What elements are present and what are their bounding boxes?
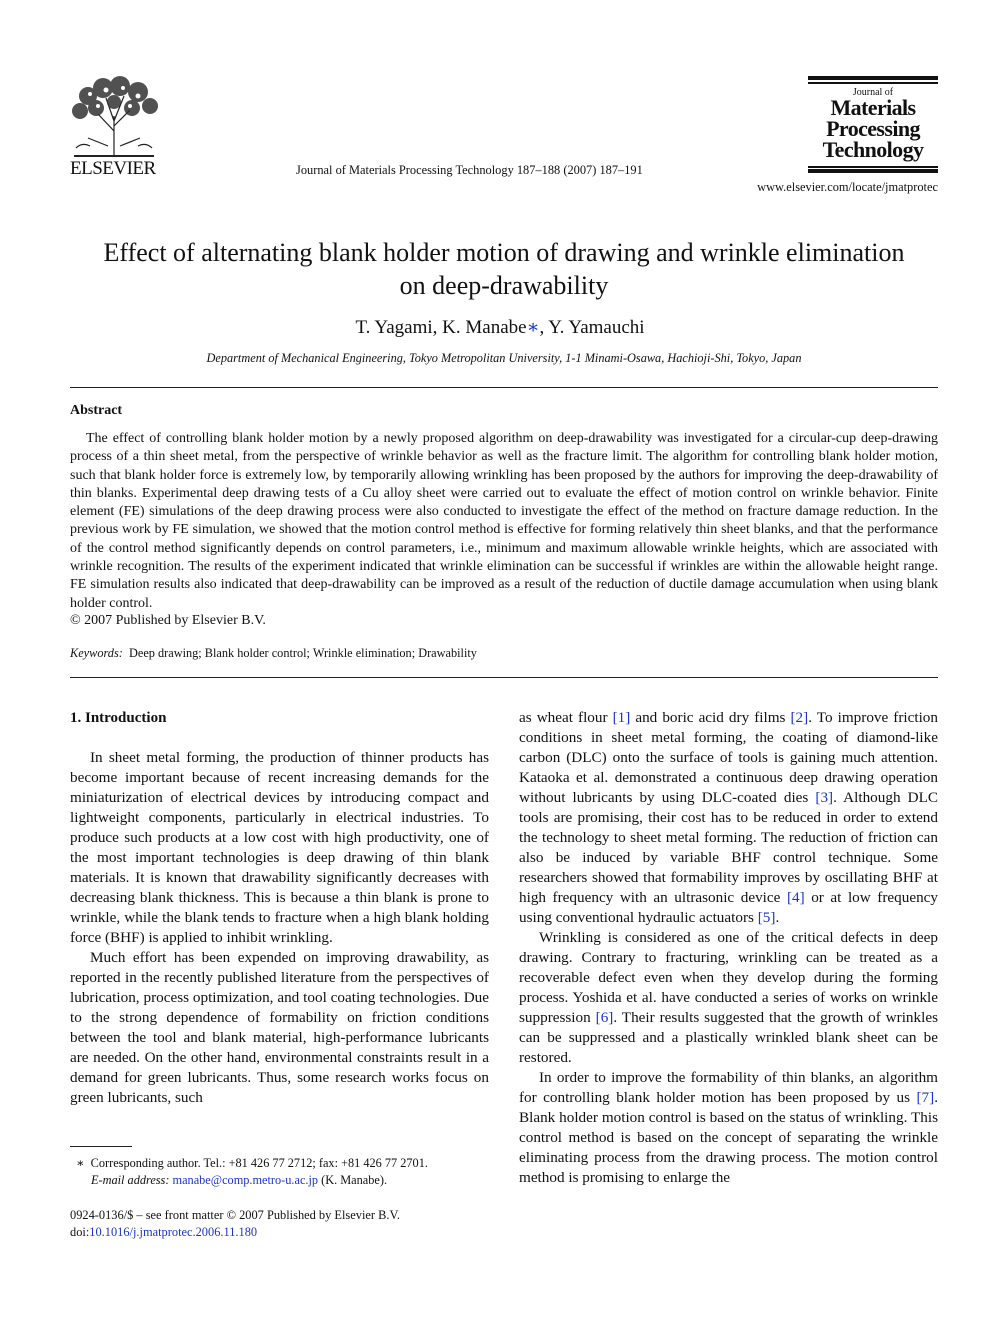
text-run: . xyxy=(775,909,780,926)
doi-link[interactable]: 10.1016/j.jmatprotec.2006.11.180 xyxy=(89,1225,258,1239)
footnote-line1 xyxy=(70,1155,428,1172)
journal-logo-bar xyxy=(808,169,938,173)
journal-citation: Journal of Materials Processing Technology 187–188 (2007) 187–191 xyxy=(296,163,643,177)
abstract-body xyxy=(70,430,938,613)
journal-logo-bar xyxy=(808,166,938,168)
keywords-label: Keywords: xyxy=(70,646,123,660)
citation-link-1[interactable]: [1] xyxy=(612,709,631,726)
divider xyxy=(70,677,938,678)
body-column-left xyxy=(70,748,489,1108)
footnote-marker: ∗ xyxy=(76,1156,85,1170)
body-column-right xyxy=(519,708,938,1188)
citation-link-6[interactable]: [6] xyxy=(595,1009,614,1026)
text-run: In order to improve the formability of thin blanks, an algorithm for controlling blank holder motion has been proposed by us xyxy=(519,1069,938,1106)
paragraph xyxy=(519,928,938,1068)
author-affiliation: Department of Mechanical Engineering, Tokyo Metropolitan University, 1-1 Minami-Osawa, Hachioji-Shi, Tokyo, Japan xyxy=(206,351,802,365)
citation-link-5[interactable]: [5] xyxy=(757,909,776,926)
corresponding-author-marker[interactable]: ∗ xyxy=(526,317,540,338)
section-heading-introduction: 1. Introduction xyxy=(70,710,167,726)
journal-logo-bar xyxy=(808,76,938,80)
journal-logo-bar xyxy=(808,82,938,84)
citation-link-3[interactable]: [3] xyxy=(815,789,834,806)
journal-url-link[interactable]: www.elsevier.com/locate/jmatprotec xyxy=(757,180,938,194)
author-list xyxy=(100,316,900,339)
text-run: and boric acid dry films xyxy=(630,709,791,726)
text-run: . To improve friction conditions in sheet metal forming, the coating of diamond-like carbon (DLC) onto the surface of tools is gaining much attention. Kataoka et al. demonstrated a continuous deep drawing operation without lubricants by using DLC-coated dies xyxy=(519,709,938,806)
text-run: as wheat flour xyxy=(519,709,613,726)
article-title: Effect of alternating blank holder motion of drawing and wrinkle elimination on deep-drawability xyxy=(103,238,905,300)
doi-line xyxy=(70,1224,400,1241)
journal-logo-line4: Technology xyxy=(822,137,924,162)
footnote-corresponding: Corresponding author. Tel.: +81 426 77 2712; fax: +81 426 77 2701. xyxy=(90,1156,428,1170)
authors-part1: T. Yagami, K. Manabe xyxy=(355,317,527,338)
email-link[interactable]: manabe@comp.metro-u.ac.jp xyxy=(172,1172,319,1187)
text-run: or at low frequency using conventional hydraulic actuators xyxy=(519,889,938,926)
paragraph xyxy=(519,1068,938,1188)
footnote-divider xyxy=(70,1146,132,1147)
paragraph xyxy=(519,708,938,928)
elsevier-tree-logo-icon xyxy=(68,76,160,158)
footnote-line2 xyxy=(70,1172,428,1189)
email-suffix: (K. Manabe). xyxy=(318,1172,388,1187)
keywords xyxy=(70,646,477,661)
citation-link-7[interactable]: [7] xyxy=(916,1089,935,1106)
abstract-heading: Abstract xyxy=(70,403,123,418)
authors-part2: , Y. Yamauchi xyxy=(539,317,645,338)
issn-line: 0924-0136/$ – see front matter © 2007 Published by Elsevier B.V. xyxy=(70,1208,400,1222)
text-run: . Although DLC tools are promising, their cost has to be reduced in order to extend the technology to sheet metal forming. The reduction of friction can also be induced by variable BHF control technique. Some researchers showed that formability improves by oscillating BHF at high frequency with an ultrasonic device xyxy=(519,789,938,906)
publisher-name: ELSEVIER xyxy=(70,158,156,179)
divider xyxy=(70,387,938,388)
text-run: . Blank holder motion control is based on the status of wrinkling. This control method is based on the concept of separating the wrinkle eliminating process from the drawing process. The motion control method is promising to enlarge the xyxy=(519,1089,938,1186)
text-run: Wrinkling is considered as one of the critical defects in deep drawing. Contrary to fracturing, wrinkling can be treated as a recoverable defect even when they develop during the forming process. Yoshida et al. have conducted a series of works on wrinkle suppression xyxy=(519,929,938,1026)
journal-logo-line1: Journal of xyxy=(852,87,894,98)
keywords-list: Deep drawing; Blank holder control; Wrinkle elimination; Drawability xyxy=(128,646,477,660)
abstract-copyright: © 2007 Published by Elsevier B.V. xyxy=(70,613,266,628)
citation-link-2[interactable]: [2] xyxy=(790,709,809,726)
abstract-text: The effect of controlling blank holder motion by a newly proposed algorithm on deep-drawability was investigated for a circular-cup deep-drawing process of a thin sheet metal, from the perspective of wrinkle behavior as well as the fracture limit. The algorithm for controlling blank holder motion, such that blank holder force is extremely low, by temporarily allowing wrinkling has been proposed by the authors for improving the deep-drawability of thin blanks. Experimental deep drawing tests of a Cu alloy sheet were carried out to evaluate the effect of motion control on wrinkle behavior. Finite element (FE) simulations of the deep drawing process were also conducted to investigate the effect of the method on fracture damage reduction. In the previous work by FE simulation, we showed that the motion control method is effective for forming relatively thin sheet blanks, and that the performance of the control method significantly depends on control parameters, i.e., minimum and maximum allowable wrinkle heights, which are associated with wrinkle recognition. The results of the experiment indicated that wrinkle elimination can be successful if wrinkles are within the allowable height range. FE simulation results also indicated that deep-drawability can be improved as a result of the reduction of ductile damage accumulation when using blank holder control. xyxy=(70,431,938,611)
paragraph: In sheet metal forming, the production of thinner products has become important because of recent increasing demands for the miniaturization of electrical devices by introducing compact and lightweight components, particularly in electrical industries. To produce such products at a low cost with high productivity, one of the most important technologies is deep drawing of thin blank materials. It is known that drawability significantly decreases with decreasing blank thickness. This is because a thin blank is prone to wrinkle, while the blank tends to fracture when a high blank holding force (BHF) is applied to inhibit wrinkling. xyxy=(70,749,489,946)
citation-link-4[interactable]: [4] xyxy=(786,889,805,906)
journal-logo-name xyxy=(808,97,938,160)
front-matter xyxy=(70,1207,400,1241)
text-run: . Their results suggested that the growth of wrinkles can be suppressed and a plastically wrinkled blank sheet can be restored. xyxy=(519,1009,938,1066)
journal-logo-line3: Processing xyxy=(826,116,920,141)
paragraph: Much effort has been expended on improving drawability, as reported in the recently published literature from the perspectives of lubrication, process optimization, and tool coating technologies. Due to the strong dependence of formability on friction conditions between the tool and blank material, high-performance lubricants are needed. On the other hand, environmental constraints result in a demand for green lubricants. Thus, some research works focus on green lubricants, such xyxy=(70,949,489,1106)
footnote xyxy=(70,1155,428,1188)
journal-logo-line2: Materials xyxy=(830,95,916,120)
email-label: E-mail address: xyxy=(91,1172,170,1187)
doi-label: doi: xyxy=(70,1225,90,1239)
